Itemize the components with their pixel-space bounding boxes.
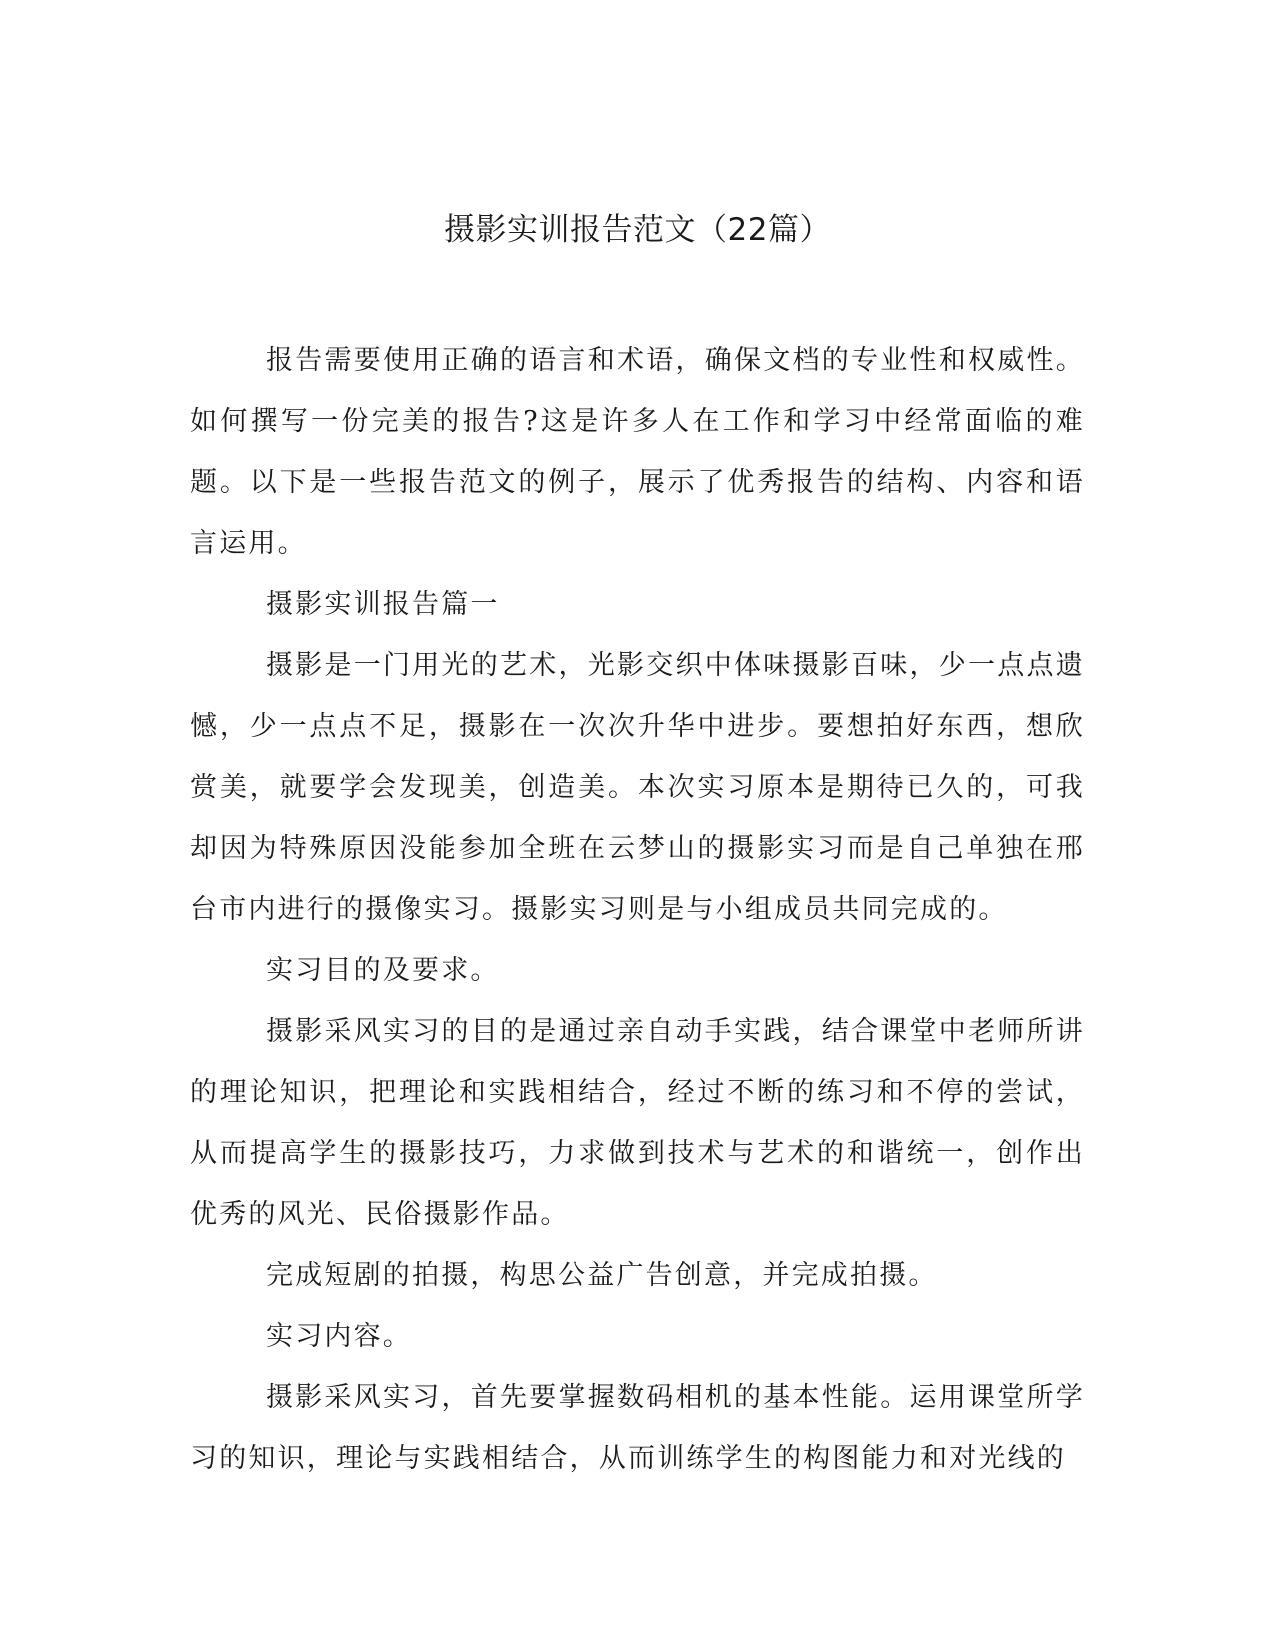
section-heading-part-one: 摄影实训报告篇一 (266, 589, 500, 620)
paragraph: 完成短剧的拍摄，构思公益广告创意，并完成拍摄。 (266, 1260, 938, 1291)
paragraph: 摄影采风实习，首先要掌握数码相机的基本性能。运用课堂所学习的知识，理论与实践相结合，从而训练学生的构图能力和对光线的 (190, 1382, 1085, 1474)
section-heading-content: 实习内容。 (266, 1321, 412, 1352)
paragraph: 摄影采风实习的目的是通过亲自动手实践，结合课堂中老师所讲的理论知识，把理论和实践相结合，经过不断的练习和不停的尝试，从而提高学生的摄影技巧，力求做到技术与艺术的和谐统一，创作出优秀的风光、民俗摄影作品。 (190, 1016, 1085, 1230)
section-heading-purpose: 实习目的及要求。 (266, 955, 500, 986)
paragraph: 摄影是一门用光的艺术，光影交织中体味摄影百味，少一点点遗憾，少一点点不足，摄影在一次次升华中进步。要想拍好东西，想欣赏美，就要学会发现美，创造美。本次实习原本是期待已久的，可我却因为特殊原因没能参加全班在云梦山的摄影实习而是自己单独在邢台市内进行的摄像实习。摄影实习则是与小组成员共同完成的。 (190, 650, 1085, 925)
document-title: 摄影实训报告范文（22篇） (444, 212, 831, 248)
paragraph-intro: 报告需要使用正确的语言和术语，确保文档的专业性和权威性。如何撰写一份完美的报告?这是许多人在工作和学习中经常面临的难题。以下是一些报告范文的例子，展示了优秀报告的结构、内容和语言运用。 (190, 345, 1085, 559)
document-body (190, 330, 1085, 1489)
